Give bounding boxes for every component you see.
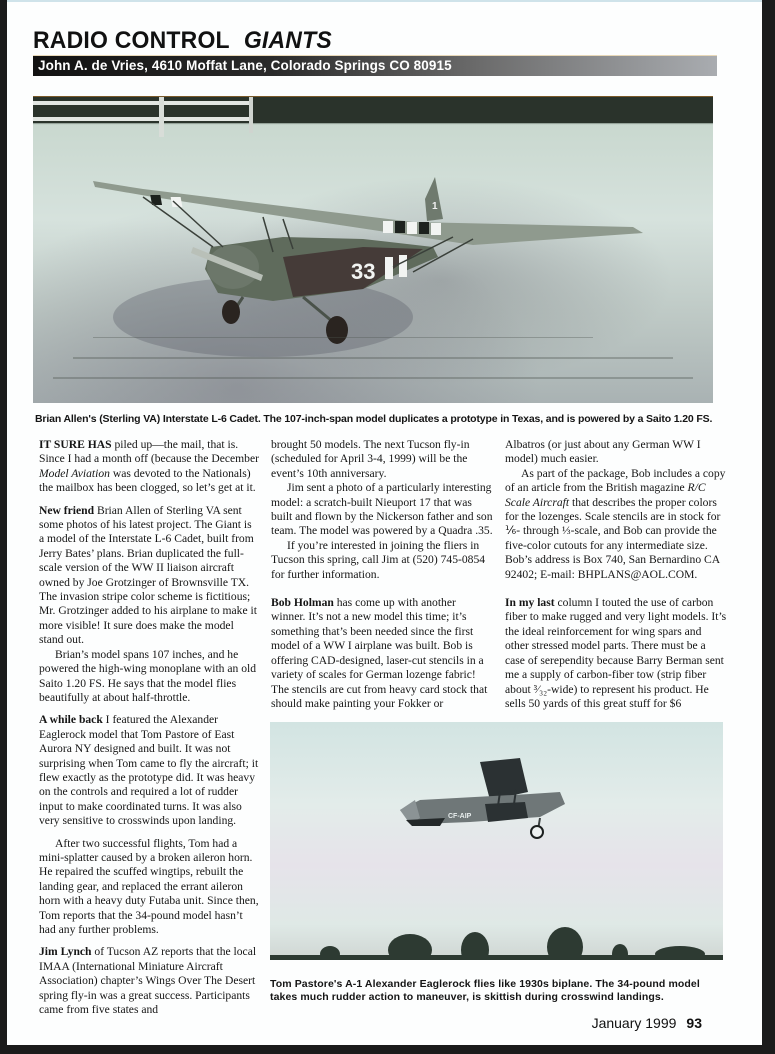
article-column-3 xyxy=(505,438,727,711)
fuselage-stripe xyxy=(385,257,393,279)
author-bar xyxy=(33,56,717,76)
wheel xyxy=(531,826,543,838)
left-wheel xyxy=(222,300,240,324)
paragraph-text: brought 50 models. The next Tucson fly-in (scheduled for April 3-4, 1999) will be the event’s 10th anniversary. xyxy=(271,438,470,480)
paragraph-text: Brian Allen of Sterling VA sent some photos of his latest project. The Giant is a model of the Interstate L-6 Cadet, built from Jerry Bates’ plans. Brian duplicated the full-scale version of the WW II liaison aircraft owned by Joe Grotzinger of Brownsville TX. The invasion stripe color scheme is fictitious; Mr. Grotzinger added to his airplane to make it more visible! It sure does make the model stand out. xyxy=(39,503,257,647)
paragraph-text: Albatros (or just about any German WW I model) much easier. xyxy=(505,438,701,466)
lead-in: Jim Lynch xyxy=(39,945,92,959)
paragraph xyxy=(271,596,493,711)
paragraph xyxy=(505,438,727,467)
photo-l6-cadet xyxy=(33,96,713,403)
paragraph-text: After two successful flights, Tom had a mini-splatter caused by a broken aileron horn. He repaired the scuffed wingtips, rebuilt the landing gear, and replaced the errant aileron horn with a heavy duty Futaba unit. Since then, Tom reports that the 34-pound model hasn’t had any further problems. xyxy=(39,836,259,936)
photo-caption-eaglerock: Tom Pastore's A-1 Alexander Eaglerock flies like 1930s biplane. The 34-pound model takes much rudder action to maneuver, is skittish during crosswind landings. xyxy=(270,978,700,1003)
paragraph xyxy=(39,504,259,648)
photo-eaglerock xyxy=(270,722,723,960)
tail-mark: 1 xyxy=(432,201,438,212)
lead-in: New friend xyxy=(39,503,95,517)
lead-in: IT SURE HAS xyxy=(39,438,112,451)
column-title-giants: GIANTS xyxy=(243,26,332,54)
biplane xyxy=(400,758,565,838)
lead-in: A while back xyxy=(39,713,103,727)
paragraph-text: of Tucson AZ reports that the local IMAA (International Miniature Aircraft Association) chapter’s Wings Over The Desert spring fly-in was a great success. Participants came from five states and xyxy=(39,945,257,1017)
page-footer xyxy=(592,1015,702,1031)
paragraph-text: column I touted the use of carbon fiber to make rugged and very light models. It’s the ideal reinforcement for wing spars and other stressed model parts. There must be a case of serependity because Barry Berman sent me a supply of carbon-fiber tow (strip fiber about ³⁄₃₂-wide) to represent his product. He sells 50 yards of this great stuff for $6 xyxy=(505,596,727,710)
paragraph-text: piled up—the mail, that is. Since I had a month off (because the December xyxy=(39,438,259,466)
issue-date: January 1999 xyxy=(591,1015,677,1031)
article-column-2 xyxy=(271,438,493,711)
paragraph xyxy=(271,438,493,481)
tree-line xyxy=(270,927,723,960)
l6-cadet-illustration xyxy=(33,97,713,403)
paragraph-text: has come up with another winner. It’s not a new model this time; it’s something that’s been needed since the first model of a WW I airplane was built. Bob is offering CAD-designed, laser-cut stencils in a variety of scales for German lozenge fabric! The stencils are cut from heavy card stock that should make painting your Fokker or xyxy=(271,596,488,710)
lead-in: Bob Holman xyxy=(271,596,334,610)
eaglerock-illustration xyxy=(270,722,723,960)
upper-wing xyxy=(480,758,528,800)
magazine-title: Model Aviation xyxy=(39,466,110,480)
paragraph xyxy=(39,438,259,496)
lead-in: In my last xyxy=(505,596,555,610)
lower-wing xyxy=(485,802,528,822)
fuselage-stripe xyxy=(399,255,407,277)
photo-caption-l6-cadet: Brian Allen's (Sterling VA) Interstate L-6 Cadet. The 107-inch-span model duplicates a prototype in Texas, and is powered by a Saito 1.20 FS. xyxy=(35,413,713,425)
paragraph xyxy=(271,539,493,582)
paragraph xyxy=(39,648,259,706)
paragraph xyxy=(505,596,727,711)
paragraph-text: As part of the package, Bob includes a copy of an article from the British magazine xyxy=(505,466,726,495)
paragraph xyxy=(39,713,259,828)
tail-fin xyxy=(425,177,443,221)
fuselage-number: 33 xyxy=(351,259,376,284)
author-address: John A. de Vries, 4610 Moffat Lane, Colorado Springs CO 80915 xyxy=(38,58,452,73)
paragraph-text: Jim sent a photo of a particularly interesting model: a scratch-built Nieuport 17 that was built and flown by the Nickerson father and son team. The model was powered by a Quadra .35. xyxy=(271,481,493,538)
paragraph xyxy=(39,945,259,1017)
paragraph-text: I featured the Alexander Eaglerock model that Tom Pastore of East Aurora NY designed and built. It was not surprising when Tom came to fly the aircraft; it flew exactly as the prototype did. It was heavy on the controls and required a lot of rudder input to make coordinated turns. It was also very sensitive to crosswinds upon landing. xyxy=(39,713,259,828)
article-column-1 xyxy=(39,438,259,1017)
magazine-title: R/C Scale Aircraft xyxy=(505,481,706,509)
right-wheel xyxy=(326,316,348,344)
paragraph-text: was devoted to the Nationals) the mailbox has been clogged, so let’s get at it. xyxy=(39,466,256,495)
paragraph xyxy=(505,467,727,582)
column-title xyxy=(33,26,332,54)
paragraph-text: Brian’s model spans 107 inches, and he powered the high-wing monoplane with an old Saito 1.20 FS. He says that the model flies beautifully at about half-throttle. xyxy=(39,647,257,704)
paragraph xyxy=(39,837,259,938)
fence xyxy=(33,97,253,137)
column-title-main: RADIO CONTROL xyxy=(33,26,230,54)
paragraph-text: If you’re interested in joining the fliers in Tucson this spring, call Jim at (520) 745-0854 for further information. xyxy=(271,538,486,581)
paragraph xyxy=(271,481,493,539)
registration: CF-AIP xyxy=(448,813,472,820)
wing xyxy=(93,181,643,245)
page-number: 93 xyxy=(686,1015,702,1031)
magazine-page xyxy=(7,0,762,1045)
paragraph-text: that describes the proper colors for the lozenges. Scale stencils are in stock for ⅙- through ⅓-scale, and Bob can provide the five-color cutouts for any intermediate size. Bob’s address is Box 740, San Bernardino CA 92402; E-mail: BHPLANS@AOL.COM. xyxy=(505,495,721,581)
